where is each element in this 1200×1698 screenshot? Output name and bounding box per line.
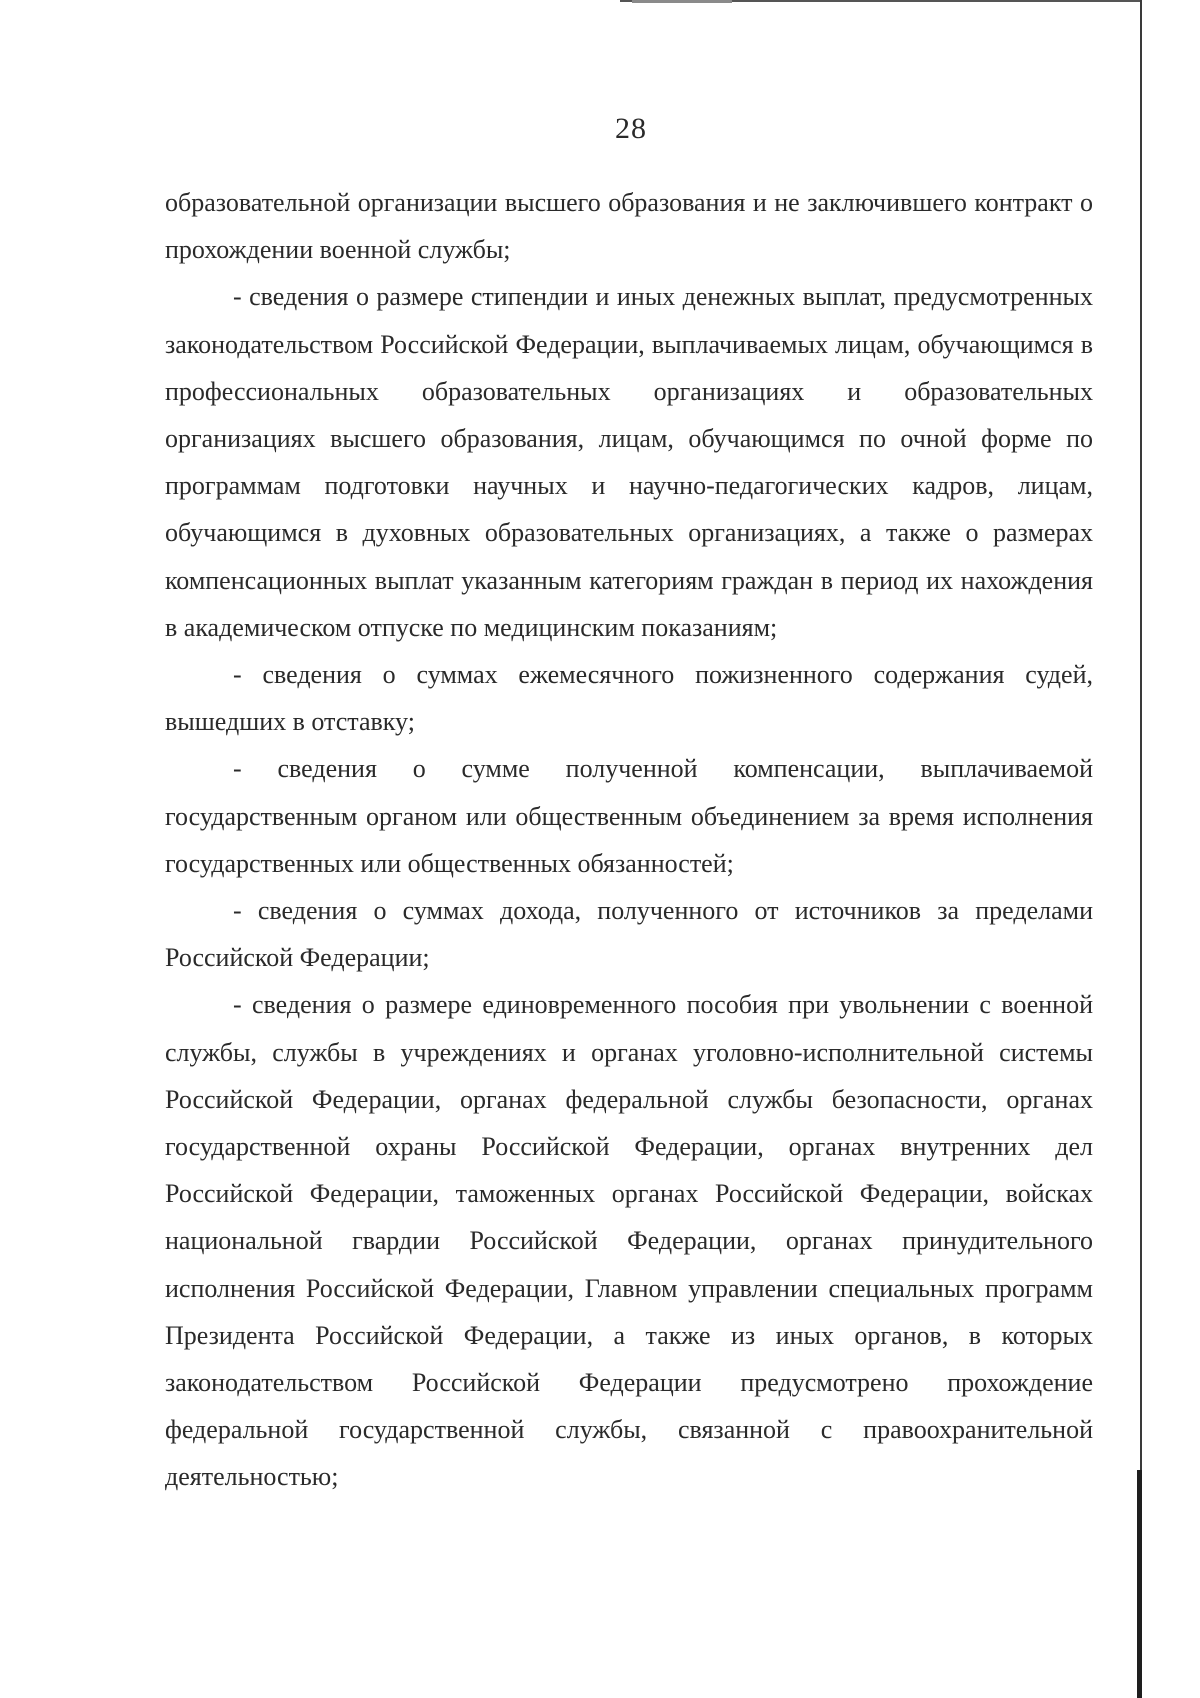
page-number: 28 — [615, 112, 647, 145]
scan-right-edge — [1140, 0, 1142, 1698]
document-body — [165, 179, 1093, 1501]
paragraph-severance: - сведения о размере единовременного пособия при увольнении с военной службы, службы в учреждениях и органах уголовно-исполнительной системы Российской Федерации, органах федеральной службы безопасности, органах государственной охраны Российской Федерации, органах внутренних дел Российской Федерации, таможенных органах Российской Федерации, войсках национальной гвардии Российской Федерации, органах принудительного исполнения Российской Федерации, Главном управлении специальных программ Президента Российской Федерации, а также из иных органов, в которых законодательством Российской Федерации предусмотрено прохождение федеральной государственной службы, связанной с правоохранительной деятельностью; — [165, 990, 1093, 1492]
paragraph-compensation: - сведения о сумме полученной компенсации, выплачиваемой государственным органом или общественным объединением за время исполнения государственных или общественных обязанностей; — [165, 754, 1093, 878]
scan-right-edge-shadow — [1137, 1470, 1142, 1698]
paragraph-continuation: образовательной организации высшего образования и не заключившего контракт о прохождении военной службы; — [165, 188, 1093, 265]
paragraph-judges-pension: - сведения о суммах ежемесячного пожизненного содержания судей, вышедших в отставку; — [165, 660, 1093, 737]
scan-top-mark — [632, 0, 732, 3]
paragraph-stipend: - сведения о размере стипендии и иных денежных выплат, предусмотренных законодательством Российской Федерации, выплачиваемых лицам, обучающимся в профессиональных образовательных организациях и образовательных организациях высшего образования, лицам, обучающимся по очной форме по программам подготовки научных и научно-педагогических кадров, лицам, обучающимся в духовных образовательных организациях, а также о размерах компенсационных выплат указанным категориям граждан в период их нахождения в академическом отпуске по медицинским показаниям; — [165, 282, 1093, 642]
paragraph-foreign-income: - сведения о суммах дохода, полученного от источников за пределами Российской Федерации; — [165, 896, 1093, 973]
